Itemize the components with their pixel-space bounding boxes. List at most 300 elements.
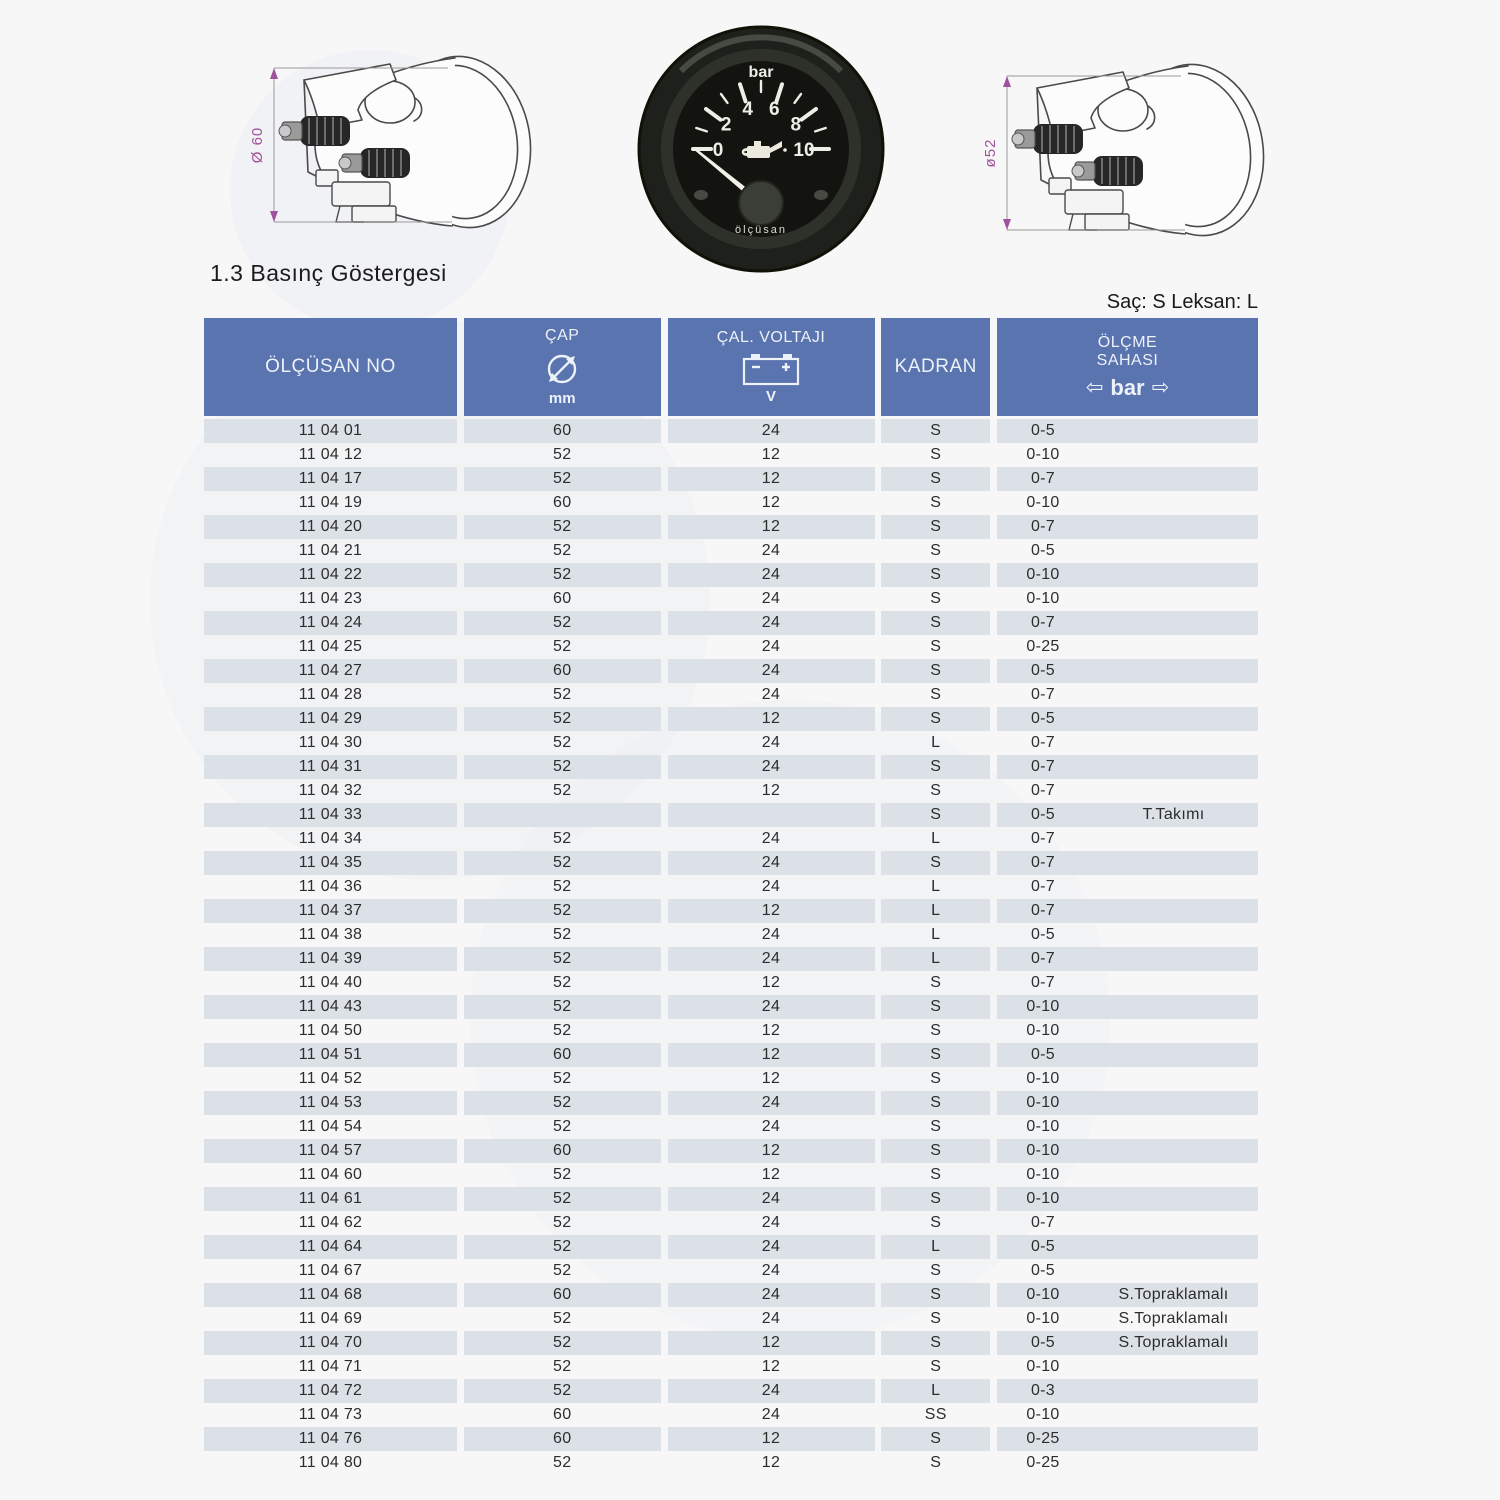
- cell-range: 0-10: [1026, 1118, 1060, 1135]
- cell-range: 0-3: [1030, 1382, 1056, 1399]
- cell-olcusan-no: 11 04 27: [204, 659, 457, 683]
- cell-cap: 52: [464, 1091, 661, 1115]
- cell-voltaj: 12: [668, 1427, 875, 1451]
- cell-cap: 52: [553, 782, 572, 799]
- cell-olcme-sahasi: [997, 731, 1258, 755]
- table-row: [204, 1331, 1258, 1355]
- cell-voltaj: 24: [761, 926, 781, 943]
- dial-material-legend: Saç: S Leksan: L: [1106, 291, 1258, 313]
- cell-range: 0-7: [1030, 902, 1056, 919]
- cell-olcme-sahasi: [997, 1019, 1258, 1043]
- cell-cap: 52: [553, 1358, 572, 1375]
- cell-cap: 52: [553, 1454, 572, 1471]
- cell-voltaj: 24: [668, 755, 875, 779]
- cell-range: 0-5: [1030, 542, 1056, 559]
- cell-olcusan-no: 11 04 53: [204, 1091, 457, 1115]
- svg-text:4: 4: [742, 99, 753, 121]
- cell-cap: 52: [553, 1070, 572, 1087]
- cell-kadran: S: [930, 1262, 942, 1279]
- cell-cap: 52: [464, 467, 661, 491]
- cell-cap: 52: [553, 926, 572, 943]
- table-row: [204, 1067, 1258, 1091]
- cell-range: 0-10: [1026, 494, 1060, 511]
- cell-olcusan-no: 11 04 72: [204, 1379, 457, 1403]
- cell-range: 0-5: [1030, 422, 1056, 439]
- table-row: [204, 683, 1258, 707]
- cell-note: T.Takımı: [1142, 806, 1205, 823]
- cell-range: 0-7: [1030, 782, 1056, 799]
- cell-cap: 52: [553, 878, 572, 895]
- table-row: [204, 467, 1258, 491]
- cell-cap: 52: [553, 1022, 572, 1039]
- table-row: [204, 779, 1258, 803]
- cell-cap: 52: [464, 515, 661, 539]
- cell-cap: 52: [464, 1235, 661, 1259]
- table-row: [204, 875, 1258, 899]
- cell-voltaj: 12: [761, 494, 781, 511]
- cell-range: 0-10: [1026, 1358, 1060, 1375]
- cell-voltaj: 12: [761, 974, 781, 991]
- cell-voltaj: 24: [668, 995, 875, 1019]
- cell-olcusan-no: 11 04 71: [298, 1358, 363, 1375]
- cell-range: 0-7: [1030, 518, 1056, 535]
- cell-kadran: S: [881, 803, 990, 827]
- cell-range: 0-7: [1030, 830, 1056, 847]
- cell-voltaj: 24: [761, 1118, 781, 1135]
- cell-cap: 52: [553, 830, 572, 847]
- cell-olcusan-no: 11 04 23: [298, 590, 363, 607]
- cell-range: 0-10: [1026, 1022, 1060, 1039]
- cell-olcusan-no: 11 04 52: [298, 1070, 363, 1087]
- cell-olcme-sahasi: [997, 947, 1258, 971]
- cell-olcme-sahasi: [997, 875, 1258, 899]
- cell-cap: 52: [464, 899, 661, 923]
- table-row: [204, 827, 1258, 851]
- cell-olcusan-no: 11 04 51: [204, 1043, 457, 1067]
- table-row: [204, 947, 1258, 971]
- cell-voltaj: 24: [668, 1187, 875, 1211]
- cell-cap: 52: [464, 707, 661, 731]
- cell-voltaj: 24: [668, 1379, 875, 1403]
- cell-olcme-sahasi: [997, 851, 1258, 875]
- cell-range: 0-7: [1030, 734, 1056, 751]
- cell-range: 0-10: [1026, 590, 1060, 607]
- cell-range: 0-10: [1026, 1286, 1060, 1303]
- cell-range: 0-25: [1026, 638, 1060, 655]
- cell-olcusan-no: 11 04 37: [204, 899, 457, 923]
- table-row: [204, 659, 1258, 683]
- cell-range: 0-5: [1030, 926, 1056, 943]
- cell-olcusan-no: 11 04 21: [298, 542, 363, 559]
- cell-voltaj: 24: [761, 686, 781, 703]
- cell-olcusan-no: 11 04 50: [298, 1022, 363, 1039]
- table-row: [204, 1211, 1258, 1235]
- table-row: [204, 491, 1258, 515]
- cell-range: 0-10: [1026, 1166, 1060, 1183]
- cell-kadran: S: [930, 590, 942, 607]
- table-body: [204, 419, 1258, 1475]
- table-row: [204, 563, 1258, 587]
- dimension-label: Ø 60: [249, 126, 266, 164]
- cell-olcusan-no: 11 04 19: [298, 494, 363, 511]
- cell-cap: 52: [464, 563, 661, 587]
- table-row: [204, 419, 1258, 443]
- cell-kadran: S: [930, 1214, 942, 1231]
- terminal-stud-upper: [1012, 124, 1083, 154]
- cell-olcme-sahasi: [997, 899, 1258, 923]
- cell-cap: 60: [464, 1427, 661, 1451]
- product-table: [204, 318, 1258, 1475]
- cell-note: S.Topraklamalı: [1118, 1286, 1229, 1303]
- cell-olcusan-no: 11 04 29: [204, 707, 457, 731]
- cell-cap: 60: [553, 590, 572, 607]
- cell-voltaj: 12: [761, 1022, 781, 1039]
- table-header-row: [204, 318, 1258, 416]
- cell-kadran: L: [881, 947, 990, 971]
- cell-olcusan-no: 11 04 80: [298, 1454, 363, 1471]
- cell-range: 0-10: [1026, 1142, 1060, 1159]
- table-row: [204, 1163, 1258, 1187]
- cell-kadran: L: [931, 878, 941, 895]
- cell-kadran: S: [881, 1091, 990, 1115]
- table-row: [204, 1139, 1258, 1163]
- cell-olcme-sahasi: [997, 1259, 1258, 1283]
- cell-kadran: S: [881, 995, 990, 1019]
- cell-voltaj: 24: [668, 1091, 875, 1115]
- column-header-kadran: KADRAN: [881, 318, 990, 416]
- table-row: [204, 1283, 1258, 1307]
- cell-kadran: S: [881, 1427, 990, 1451]
- cell-voltaj: 12: [668, 1139, 875, 1163]
- cell-voltaj: 24: [761, 878, 781, 895]
- cell-cap: 52: [553, 1118, 572, 1135]
- cell-range: 0-5: [1030, 1238, 1056, 1255]
- table-row: [204, 611, 1258, 635]
- svg-text:0: 0: [712, 140, 724, 161]
- cell-kadran: S: [881, 707, 990, 731]
- cell-cap: 52: [553, 638, 572, 655]
- dial-screw-left: [694, 190, 708, 200]
- cell-note: S.Topraklamalı: [1118, 1310, 1229, 1327]
- cell-olcusan-no: 11 04 76: [204, 1427, 457, 1451]
- cell-voltaj: 24: [761, 590, 781, 607]
- cell-olcusan-no: 11 04 30: [298, 734, 363, 751]
- cell-kadran: S: [930, 974, 942, 991]
- cell-range: 0-25: [1026, 1430, 1060, 1447]
- cell-olcusan-no: 11 04 73: [298, 1406, 363, 1423]
- cell-kadran: S: [881, 467, 990, 491]
- column-header-voltaj: ÇAL. VOLTAJI V: [668, 318, 875, 416]
- table-row: [204, 803, 1258, 827]
- table-row: [204, 1235, 1258, 1259]
- dial-screw-right: [814, 190, 828, 200]
- cell-olcme-sahasi: [997, 923, 1258, 947]
- diameter-icon: [542, 349, 582, 389]
- cell-range: 0-10: [1026, 998, 1060, 1015]
- cell-range: 0-7: [1030, 878, 1056, 895]
- cell-cap: 52: [553, 686, 572, 703]
- cell-kadran: S: [930, 446, 942, 463]
- cell-olcusan-no: 11 04 40: [298, 974, 363, 991]
- cell-cap: 52: [553, 542, 572, 559]
- cell-voltaj: 24: [668, 947, 875, 971]
- cell-kadran: S: [930, 1118, 942, 1135]
- cell-range: 0-10: [1026, 1190, 1060, 1207]
- cell-voltaj: 12: [668, 515, 875, 539]
- cell-olcusan-no: 11 04 24: [204, 611, 457, 635]
- cell-kadran: S: [881, 563, 990, 587]
- cell-olcusan-no: 11 04 70: [204, 1331, 457, 1355]
- cell-kadran: S: [881, 1331, 990, 1355]
- cell-voltaj: 24: [761, 734, 781, 751]
- cell-voltaj: 24: [668, 851, 875, 875]
- cell-olcusan-no: 11 04 54: [298, 1118, 363, 1135]
- cell-olcme-sahasi: [997, 443, 1258, 467]
- cell-kadran: S: [930, 1454, 942, 1471]
- cell-kadran: S: [881, 1043, 990, 1067]
- cell-kadran: S: [930, 542, 942, 559]
- battery-icon: [741, 352, 801, 386]
- cell-cap: 60: [464, 659, 661, 683]
- cell-kadran: S: [881, 1283, 990, 1307]
- table-row: [204, 971, 1258, 995]
- cell-voltaj: 12: [761, 446, 781, 463]
- cell-olcme-sahasi: [997, 1235, 1258, 1259]
- cell-voltaj: 24: [668, 659, 875, 683]
- cell-voltaj: 24: [668, 1235, 875, 1259]
- cell-olcme-sahasi: [997, 515, 1258, 539]
- cell-olcme-sahasi: [997, 491, 1258, 515]
- cell-olcme-sahasi: [997, 995, 1258, 1019]
- cell-olcme-sahasi: [997, 1451, 1258, 1475]
- cell-note: S.Topraklamalı: [1118, 1334, 1229, 1351]
- cell-kadran: S: [881, 515, 990, 539]
- cell-voltaj: 24: [668, 611, 875, 635]
- cell-kadran: S: [930, 1166, 942, 1183]
- cell-range: 0-7: [1030, 1214, 1056, 1231]
- cell-olcusan-no: 11 04 34: [298, 830, 363, 847]
- cell-voltaj: 24: [668, 1283, 875, 1307]
- gauge-backview-drawing-52mm: [945, 30, 1295, 280]
- section-title: 1.3 Basınç Göstergesi: [210, 260, 447, 286]
- cell-olcusan-no: 11 04 20: [204, 515, 457, 539]
- cell-kadran: L: [931, 734, 941, 751]
- cell-range: 0-5: [1030, 710, 1056, 727]
- cell-voltaj: 24: [668, 563, 875, 587]
- cell-cap: 52: [553, 1310, 572, 1327]
- table-row: [204, 539, 1258, 563]
- table-row: [204, 755, 1258, 779]
- cell-olcusan-no: 11 04 31: [204, 755, 457, 779]
- cell-cap: 52: [464, 995, 661, 1019]
- cell-voltaj: 24: [761, 542, 781, 559]
- bar-unit-label: bar: [1110, 374, 1145, 400]
- cell-olcusan-no: 11 04 68: [204, 1283, 457, 1307]
- cell-olcme-sahasi: [997, 1355, 1258, 1379]
- cell-olcme-sahasi: [997, 611, 1258, 635]
- cell-olcusan-no: 11 04 22: [204, 563, 457, 587]
- table-row: [204, 515, 1258, 539]
- cell-cap: 52: [464, 755, 661, 779]
- cell-kadran: S: [881, 611, 990, 635]
- cell-olcme-sahasi: [997, 1427, 1258, 1451]
- cell-cap: 52: [464, 851, 661, 875]
- cell-olcme-sahasi: [997, 539, 1258, 563]
- cell-olcusan-no: 11 04 67: [298, 1262, 363, 1279]
- table-row: [204, 1115, 1258, 1139]
- cell-kadran: S: [930, 494, 942, 511]
- cell-cap: 52: [553, 734, 572, 751]
- cell-voltaj: 24: [761, 1406, 781, 1423]
- cell-olcusan-no: 11 04 62: [298, 1214, 363, 1231]
- cell-range: 0-5: [1030, 806, 1056, 823]
- cell-cap: 52: [464, 1331, 661, 1355]
- cell-olcusan-no: 11 04 57: [204, 1139, 457, 1163]
- cell-cap: 60: [464, 1043, 661, 1067]
- cell-olcme-sahasi: [997, 659, 1258, 683]
- cell-olcusan-no: 11 04 36: [298, 878, 363, 895]
- cell-range: 0-7: [1030, 854, 1056, 871]
- cell-olcme-sahasi: [997, 1307, 1258, 1331]
- column-header-olcme-sahasi: ÖLÇME SAHASI ⇦ bar ⇨: [997, 318, 1258, 416]
- cell-range: 0-7: [1030, 470, 1056, 487]
- cell-voltaj: 24: [761, 830, 781, 847]
- needle-hub: [739, 181, 783, 225]
- cell-kadran: S: [881, 419, 990, 443]
- cell-voltaj: 12: [668, 899, 875, 923]
- cell-voltaj: 12: [668, 467, 875, 491]
- cell-range: 0-10: [1026, 1094, 1060, 1111]
- cell-olcusan-no: 11 04 39: [204, 947, 457, 971]
- cell-olcusan-no: 11 04 69: [298, 1310, 363, 1327]
- table-row: [204, 851, 1258, 875]
- cell-olcme-sahasi: [997, 803, 1258, 827]
- cell-cap: 52: [553, 1214, 572, 1231]
- table-row: [204, 1019, 1258, 1043]
- cell-voltaj: 12: [761, 1358, 781, 1375]
- cell-cap: 52: [464, 1379, 661, 1403]
- cell-olcme-sahasi: [997, 1379, 1258, 1403]
- cell-kadran: SS: [924, 1406, 947, 1423]
- cell-range: 0-5: [1030, 1262, 1056, 1279]
- cell-range: 0-7: [1030, 950, 1056, 967]
- cell-cap: 52: [553, 1166, 572, 1183]
- gauge-unit-label: bar: [748, 64, 774, 81]
- cell-kadran: S: [930, 1022, 942, 1039]
- gauge-backview-drawing-60mm: [212, 22, 562, 270]
- cell-cap: 52: [553, 1262, 572, 1279]
- cell-olcme-sahasi: [997, 563, 1258, 587]
- table-row: [204, 1187, 1258, 1211]
- cell-voltaj: 12: [761, 782, 781, 799]
- svg-text:2: 2: [720, 114, 732, 136]
- cell-olcusan-no: 11 04 43: [204, 995, 457, 1019]
- table-row: [204, 995, 1258, 1019]
- cell-range: 0-7: [1030, 758, 1056, 775]
- cell-olcme-sahasi: [997, 587, 1258, 611]
- cell-olcme-sahasi: [997, 635, 1258, 659]
- gauge-brand-label: ölçüsan: [735, 224, 787, 236]
- column-header-olcusan-no: ÖLÇÜSAN NO: [204, 318, 457, 416]
- cell-olcme-sahasi: [997, 1043, 1258, 1067]
- table-row: [204, 1403, 1258, 1427]
- cell-olcusan-no: 11 04 28: [298, 686, 363, 703]
- cell-voltaj: 24: [761, 1214, 781, 1231]
- cell-cap: 60: [553, 494, 572, 511]
- cell-cap: 60: [464, 1139, 661, 1163]
- cell-cap: 52: [464, 1187, 661, 1211]
- cell-olcme-sahasi: [997, 1331, 1258, 1355]
- table-row: [204, 1379, 1258, 1403]
- cell-kadran: S: [930, 1358, 942, 1375]
- cell-olcusan-no: 11 04 38: [298, 926, 363, 943]
- cell-olcme-sahasi: [997, 707, 1258, 731]
- cell-olcusan-no: 11 04 12: [298, 446, 363, 463]
- cell-olcme-sahasi: [997, 1211, 1258, 1235]
- table-row: [204, 899, 1258, 923]
- cell-olcme-sahasi: [997, 755, 1258, 779]
- cell-olcme-sahasi: [997, 683, 1258, 707]
- cell-kadran: S: [930, 782, 942, 799]
- dimension-label: ø52: [982, 138, 999, 168]
- cell-voltaj: 12: [668, 707, 875, 731]
- cell-kadran: S: [930, 686, 942, 703]
- table-row: [204, 1451, 1258, 1475]
- cell-cap: 60: [464, 1283, 661, 1307]
- cell-voltaj: 24: [668, 419, 875, 443]
- table-row: [204, 923, 1258, 947]
- cell-olcme-sahasi: [997, 1115, 1258, 1139]
- cell-kadran: L: [881, 899, 990, 923]
- cell-voltaj: 12: [761, 1166, 781, 1183]
- table-row: [204, 731, 1258, 755]
- cell-olcusan-no: 11 04 01: [204, 419, 457, 443]
- cell-kadran: S: [930, 1310, 942, 1327]
- cell-cap: [464, 803, 661, 827]
- table-row: [204, 1091, 1258, 1115]
- cell-cap: 52: [553, 974, 572, 991]
- cell-olcusan-no: 11 04 61: [204, 1187, 457, 1211]
- cell-range: 0-7: [1030, 974, 1056, 991]
- table-row: [204, 1427, 1258, 1451]
- cell-range: 0-10: [1026, 446, 1060, 463]
- table-row: [204, 443, 1258, 467]
- cell-olcme-sahasi: [997, 779, 1258, 803]
- cell-olcme-sahasi: [997, 1187, 1258, 1211]
- svg-text:10: 10: [793, 140, 815, 161]
- left-arrow-icon: ⇦: [1085, 375, 1104, 399]
- cell-olcusan-no: 11 04 60: [298, 1166, 363, 1183]
- table-row: [204, 707, 1258, 731]
- cell-kadran: S: [930, 638, 942, 655]
- cell-range: 0-10: [1026, 566, 1060, 583]
- cell-voltaj: 12: [761, 1070, 781, 1087]
- cell-olcme-sahasi: [997, 419, 1258, 443]
- table-row: [204, 1043, 1258, 1067]
- cell-olcme-sahasi: [997, 1139, 1258, 1163]
- cell-kadran: L: [881, 1379, 990, 1403]
- cell-olcusan-no: 11 04 25: [298, 638, 363, 655]
- right-arrow-icon: ⇨: [1151, 375, 1170, 399]
- cell-cap: 60: [553, 1406, 572, 1423]
- cell-range: 0-10: [1026, 1406, 1060, 1423]
- cell-kadran: S: [881, 1139, 990, 1163]
- table-row: [204, 1259, 1258, 1283]
- column-header-cap: ÇAP mm: [464, 318, 661, 416]
- cell-olcusan-no: 11 04 17: [204, 467, 457, 491]
- cell-olcusan-no: 11 04 35: [204, 851, 457, 875]
- cell-range: 0-10: [1026, 1310, 1060, 1327]
